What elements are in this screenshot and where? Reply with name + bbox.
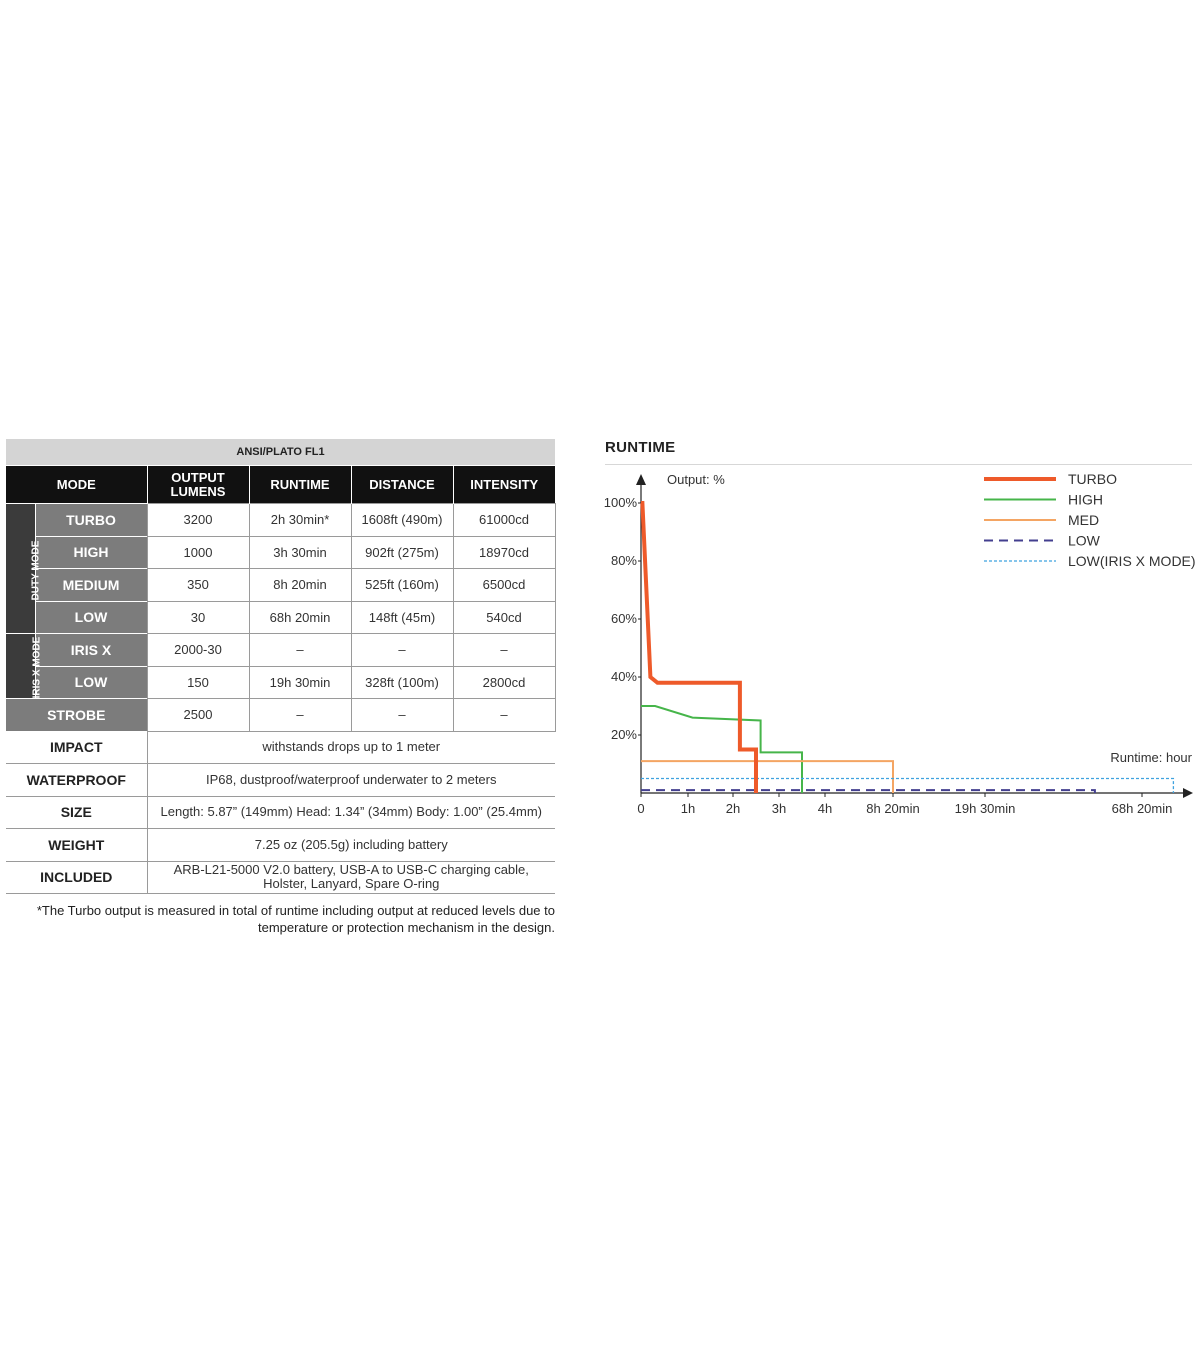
row-mode: HIGH bbox=[35, 536, 147, 569]
chart-legend bbox=[984, 471, 1196, 569]
row-lumens: 2500 bbox=[147, 699, 249, 732]
footnote-line: *The Turbo output is measured in total of runtime including output at reduced levels due to bbox=[36, 903, 555, 918]
y-tick-label: 40% bbox=[610, 669, 637, 684]
x-tick-label: 19h 30min bbox=[954, 801, 1016, 816]
footnote-line: temperature or protection mechanism in the design. bbox=[258, 920, 555, 935]
info-value: withstands drops up to 1 meter bbox=[147, 731, 555, 764]
row-runtime: – bbox=[249, 699, 351, 732]
row-distance: – bbox=[351, 634, 453, 667]
info-label: WATERPROOF bbox=[6, 764, 147, 797]
y-axis-label: Output: % bbox=[667, 472, 725, 487]
header-mode: MODE bbox=[6, 466, 147, 504]
info-value: IP68, dustproof/waterproof underwater to 2 meters bbox=[147, 764, 555, 797]
legend-label: MED bbox=[1068, 512, 1100, 528]
x-tick-label: 4h bbox=[817, 801, 833, 816]
header-intensity: INTENSITY bbox=[453, 466, 555, 504]
row-lumens: 1000 bbox=[147, 536, 249, 569]
row-distance: 525ft (160m) bbox=[351, 569, 453, 602]
row-intensity: 540cd bbox=[453, 601, 555, 634]
y-tick-label: 80% bbox=[610, 553, 637, 568]
row-lumens: 150 bbox=[147, 666, 249, 699]
header-output-line2: LUMENS bbox=[170, 483, 226, 499]
info-label: IMPACT bbox=[6, 731, 147, 764]
row-mode: MEDIUM bbox=[35, 569, 147, 602]
chart-axes bbox=[604, 472, 1193, 816]
x-tick-label: 1h bbox=[680, 801, 696, 816]
row-mode: TURBO bbox=[35, 504, 147, 537]
row-lumens: 2000-30 bbox=[147, 634, 249, 667]
row-lumens: 350 bbox=[147, 569, 249, 602]
row-runtime: – bbox=[249, 634, 351, 667]
info-value: Length: 5.87” (149mm) Head: 1.34” (34mm) Body: 1.00” (25.4mm) bbox=[147, 796, 555, 829]
row-runtime: 3h 30min bbox=[249, 536, 351, 569]
row-intensity: 18970cd bbox=[453, 536, 555, 569]
group-duty-mode-label: DUTY MODE bbox=[30, 540, 42, 600]
row-lumens: 30 bbox=[147, 601, 249, 634]
x-tick-label: 8h 20min bbox=[866, 801, 920, 816]
x-tick-label: 3h bbox=[771, 801, 787, 816]
row-distance: 328ft (100m) bbox=[351, 666, 453, 699]
row-lumens: 3200 bbox=[147, 504, 249, 537]
row-runtime: 68h 20min bbox=[249, 601, 351, 634]
header-output-line1: OUTPUT bbox=[171, 469, 225, 485]
header-distance: DISTANCE bbox=[351, 466, 453, 504]
row-runtime: 19h 30min bbox=[249, 666, 351, 699]
row-mode: IRIS X bbox=[35, 634, 147, 667]
y-tick-label: 100% bbox=[603, 495, 637, 510]
series-line-turbo bbox=[641, 503, 756, 793]
y-tick-label: 60% bbox=[610, 611, 637, 626]
row-intensity: – bbox=[453, 634, 555, 667]
info-label: SIZE bbox=[6, 796, 147, 829]
row-mode: LOW bbox=[35, 601, 147, 634]
x-axis-label: Runtime: hour bbox=[1110, 750, 1192, 765]
x-tick-label: 2h bbox=[725, 801, 741, 816]
row-runtime: 8h 20min bbox=[249, 569, 351, 602]
x-tick-label: 0 bbox=[637, 801, 645, 816]
row-runtime: 2h 30min* bbox=[249, 504, 351, 537]
legend-label: TURBO bbox=[1068, 471, 1117, 487]
y-tick-label: 20% bbox=[610, 727, 637, 742]
chart-title: RUNTIME bbox=[605, 439, 676, 456]
row-distance: – bbox=[351, 699, 453, 732]
info-value: 7.25 oz (205.5g) including battery bbox=[147, 829, 555, 862]
series-line-high bbox=[641, 706, 802, 793]
legend-label: LOW(IRIS X MODE) bbox=[1068, 553, 1196, 569]
row-distance: 1608ft (490m) bbox=[351, 504, 453, 537]
row-mode: LOW bbox=[35, 666, 147, 699]
row-intensity: 6500cd bbox=[453, 569, 555, 602]
x-axis-arrow bbox=[1183, 788, 1193, 798]
series-line-med bbox=[641, 761, 893, 793]
row-distance: 902ft (275m) bbox=[351, 536, 453, 569]
info-label: WEIGHT bbox=[6, 829, 147, 862]
x-tick-label: 68h 20min bbox=[1111, 801, 1173, 816]
info-label: INCLUDED bbox=[6, 861, 147, 894]
header-runtime: RUNTIME bbox=[249, 466, 351, 504]
row-mode: STROBE bbox=[6, 699, 147, 732]
group-iris-mode-label: IRIS X MODE bbox=[31, 636, 43, 699]
info-value: ARB-L21-5000 V2.0 battery, USB-A to USB-C charging cable, Holster, Lanyard, Spare O-ring bbox=[147, 861, 555, 894]
row-distance: 148ft (45m) bbox=[351, 601, 453, 634]
y-axis-arrow bbox=[636, 474, 646, 485]
legend-label: LOW bbox=[1068, 532, 1100, 549]
row-intensity: 61000cd bbox=[453, 504, 555, 537]
row-intensity: – bbox=[453, 699, 555, 732]
legend-label: HIGH bbox=[1068, 491, 1103, 508]
table-caption: ANSI/PLATO FL1 bbox=[6, 439, 555, 466]
row-intensity: 2800cd bbox=[453, 666, 555, 699]
